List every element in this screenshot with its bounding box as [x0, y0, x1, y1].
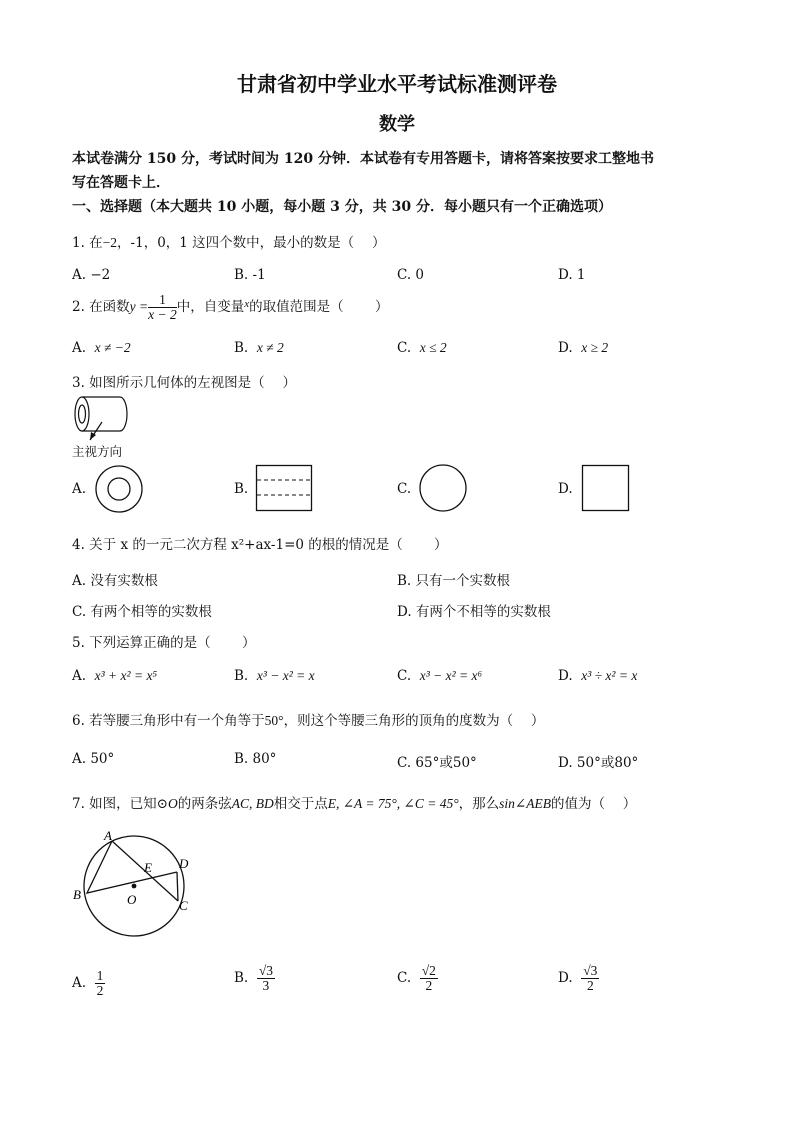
q5-option-a[interactable]: [72, 668, 157, 684]
q2-option-c-expr: x ≤ 2: [419, 340, 447, 355]
q3-option-d-label[interactable]: D.: [558, 481, 573, 497]
q7-point-d: D: [179, 856, 189, 871]
question-1: [72, 231, 385, 251]
q7-option-d[interactable]: [558, 964, 599, 993]
q2-stem-a: 2. 在函数: [72, 299, 130, 315]
q1-stem-b: −2: [102, 235, 118, 250]
q3-option-b-label[interactable]: B.: [234, 481, 249, 497]
q7-option-b-den: 3: [262, 978, 270, 993]
q7-option-b-frac: [257, 964, 275, 993]
q5-option-b-expr: x³ − x² = x: [256, 668, 315, 683]
q5-option-d[interactable]: [558, 668, 637, 684]
q5-option-c[interactable]: [397, 668, 482, 684]
q6-option-d[interactable]: D. 50°或80°: [558, 755, 639, 771]
q1-option-b[interactable]: B. -1: [234, 267, 266, 283]
question-4: 4. 关于 x 的一元二次方程 x²+ax-1=0 的根的情况是（ ）: [72, 537, 448, 553]
q2-option-b[interactable]: [234, 340, 284, 356]
q2-stem-b: 中，自变量: [176, 299, 245, 315]
q2-option-d-expr: x ≥ 2: [581, 340, 609, 355]
question-6: [72, 709, 544, 729]
q2-option-b-label: B.: [234, 340, 249, 356]
q7-option-c-num: √2: [421, 963, 436, 978]
q6-stem-a: 6. 若等腰三角形中有一个角等于: [72, 713, 265, 729]
q7-option-a-num: 1: [96, 968, 104, 983]
q6-angle: 50°: [264, 713, 284, 728]
q7-option-d-label: D.: [558, 970, 573, 986]
q7-option-a-frac: [95, 969, 106, 998]
q5-option-d-label: D.: [558, 668, 573, 684]
q2-option-c[interactable]: [397, 340, 447, 356]
q5-option-a-label: A.: [72, 668, 87, 684]
q1-option-d[interactable]: D. 1: [558, 267, 586, 283]
q6-option-c[interactable]: C. 65°或50°: [397, 755, 477, 771]
q5-option-d-expr: x³ ÷ x² = x: [581, 668, 638, 683]
q5-option-c-expr: x³ − x² = x⁶: [419, 668, 483, 683]
q3-option-d-figure[interactable]: [582, 465, 629, 511]
q7-option-d-num: √3: [583, 963, 598, 978]
q7-chords: AC, BD: [231, 796, 274, 811]
q7-stem-a: 7. 如图，已知⊙: [72, 796, 168, 812]
q7-option-c-frac: [420, 964, 438, 993]
q3-option-a-label[interactable]: A.: [72, 481, 87, 497]
q5-option-b-label: B.: [234, 668, 249, 684]
q7-point-c: C: [179, 898, 188, 913]
question-3: 3. 如图所示几何体的左视图是（ ）: [72, 375, 296, 391]
q1-stem-a: 1. 在: [72, 235, 103, 251]
question-7: [72, 792, 636, 812]
q5-option-c-label: C.: [397, 668, 412, 684]
q7-stem-c: 相交于点: [273, 796, 328, 812]
q7-point-b: B: [73, 887, 81, 902]
q7-option-a[interactable]: [72, 969, 105, 998]
q2-option-b-expr: x ≠ 2: [256, 340, 284, 355]
q7-option-b[interactable]: [234, 964, 275, 993]
page-title: 甘肃省初中学业水平考试标准测评卷: [237, 72, 557, 96]
q4-option-c[interactable]: C. 有两个相等的实数根: [72, 604, 212, 620]
section-heading: 一、选择题（本大题共 10 小题，每小题 3 分，共 30 分．每小题只有一个正确选项）: [72, 199, 612, 215]
q2-stem-c: 的取值范围是（ ）: [249, 299, 389, 315]
q7-option-a-den: 2: [96, 983, 104, 998]
q2-option-a[interactable]: [72, 340, 131, 356]
q1-option-a[interactable]: A. −2: [72, 267, 111, 283]
q5-option-a-expr: x³ + x² = x⁵: [94, 668, 158, 683]
intro-line-1: 本试卷满分 150 分，考试时间为 120 分钟．本试卷有专用答题卡，请将答案按要求工整地书: [72, 151, 654, 167]
q3-option-c-figure[interactable]: [419, 464, 467, 512]
q2-option-d[interactable]: [558, 340, 608, 356]
q6-option-a[interactable]: A. 50°: [72, 751, 115, 767]
q7-option-b-label: B.: [234, 970, 249, 986]
q2-var: x: [244, 298, 250, 310]
q7-point-o: O: [127, 892, 137, 907]
question-5: 5. 下列运算正确的是（ ）: [72, 635, 256, 651]
q7-point-a: A: [104, 828, 112, 843]
q7-stem-b: 的两条弦: [177, 796, 232, 812]
q2-option-a-label: A.: [72, 340, 87, 356]
q7-stem-d: ，那么: [458, 796, 500, 812]
question-2: [72, 293, 388, 322]
q2-denominator: x − 2: [148, 307, 177, 322]
q7-option-a-label: A.: [72, 975, 87, 991]
q7-option-b-num: √3: [258, 963, 273, 978]
q7-circle-figure: [72, 828, 202, 940]
q3-option-a-figure[interactable]: [94, 464, 144, 514]
q7-option-c-den: 2: [425, 978, 433, 993]
q7-condition: E, ∠A = 75°, ∠C = 45°: [327, 796, 459, 811]
q1-option-c[interactable]: C. 0: [397, 267, 425, 283]
q1-stem-c: ，-1，0，1 这四个数中，最小的数是（ ）: [117, 235, 386, 251]
subject-title: 数学: [379, 114, 415, 135]
q2-option-d-label: D.: [558, 340, 573, 356]
q4-option-d[interactable]: D. 有两个不相等的实数根: [397, 604, 551, 620]
q7-option-d-den: 2: [586, 978, 594, 993]
q6-stem-b: ，则这个等腰三角形的顶角的度数为（ ）: [283, 713, 545, 729]
q7-point-e: E: [144, 860, 152, 875]
q7-circle-o: O: [167, 796, 178, 811]
q2-option-c-label: C.: [397, 340, 412, 356]
q3-option-c-label[interactable]: C.: [397, 481, 412, 497]
q3-solid-figure: [72, 394, 132, 442]
q3-caption: 主视方向: [72, 444, 123, 459]
q3-option-b-figure[interactable]: [256, 465, 312, 511]
q7-option-c[interactable]: [397, 964, 438, 993]
q7-target: sin∠AEB: [499, 796, 551, 811]
q5-option-b[interactable]: [234, 668, 315, 684]
intro-line-2: 写在答题卡上．: [72, 175, 170, 191]
q2-numerator: 1: [148, 293, 177, 308]
q2-option-a-expr: x ≠ −2: [94, 340, 131, 355]
q7-stem-e: 的值为（ ）: [550, 796, 637, 812]
q2-func: y =: [129, 299, 149, 314]
q2-fraction: [148, 293, 177, 322]
q7-option-d-frac: [581, 964, 599, 993]
q7-option-c-label: C.: [397, 970, 412, 986]
q4-option-b[interactable]: B. 只有一个实数根: [397, 573, 511, 589]
q4-option-a[interactable]: A. 没有实数根: [72, 573, 158, 589]
q6-option-b[interactable]: B. 80°: [234, 751, 277, 767]
